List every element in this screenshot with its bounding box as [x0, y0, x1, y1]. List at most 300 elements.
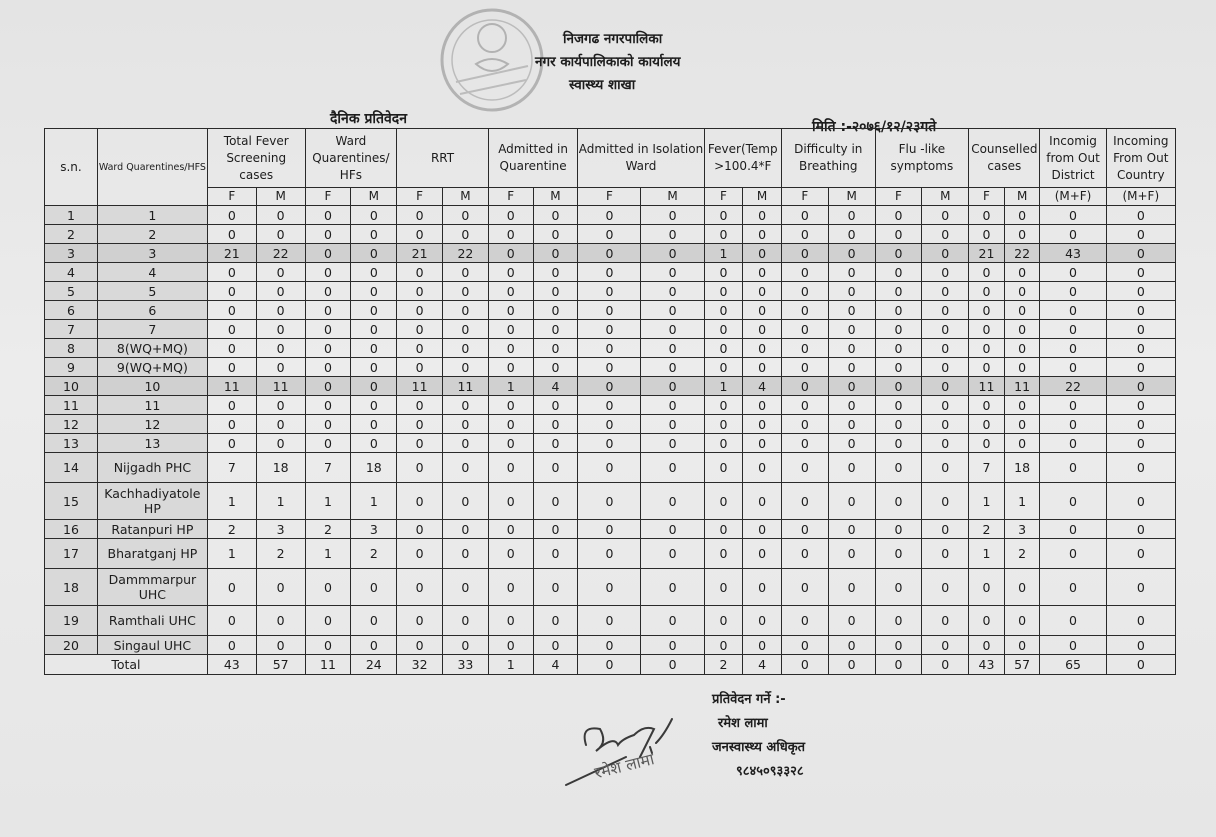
value-cell: 1 [207, 539, 256, 569]
value-cell: 0 [578, 415, 641, 434]
value-cell: 0 [704, 396, 743, 415]
value-cell: 0 [1004, 320, 1040, 339]
value-cell: 0 [875, 636, 922, 655]
value-cell: 0 [781, 282, 828, 301]
value-cell: 0 [1106, 282, 1175, 301]
value-cell: 1 [969, 483, 1005, 520]
subheader-cell: (M+F) [1106, 188, 1175, 206]
value-cell: 0 [922, 358, 969, 377]
value-cell: 0 [305, 358, 351, 377]
value-cell: 0 [533, 282, 578, 301]
sn-cell: 1 [45, 206, 98, 225]
value-cell: 0 [488, 569, 533, 606]
value-cell: 0 [828, 453, 875, 483]
subheader-cell: M [1004, 188, 1040, 206]
value-cell: 0 [781, 539, 828, 569]
subheader-cell: F [488, 188, 533, 206]
value-cell: 0 [875, 263, 922, 282]
value-cell: 11 [397, 377, 443, 396]
value-cell: 0 [828, 225, 875, 244]
value-cell: 43 [1040, 244, 1106, 263]
value-cell: 0 [256, 282, 305, 301]
value-cell: 0 [256, 358, 305, 377]
value-cell: 0 [641, 320, 704, 339]
value-cell: 0 [1106, 206, 1175, 225]
value-cell: 0 [397, 636, 443, 655]
value-cell: 7 [207, 453, 256, 483]
value-cell: 0 [305, 396, 351, 415]
col-header-ward: Ward Quarentines/HFS [97, 129, 207, 206]
value-cell: 0 [743, 520, 782, 539]
value-cell: 22 [1040, 377, 1106, 396]
value-cell: 0 [1040, 282, 1106, 301]
value-cell: 0 [875, 520, 922, 539]
value-cell: 0 [828, 434, 875, 453]
value-cell: 0 [875, 434, 922, 453]
value-cell: 0 [1106, 539, 1175, 569]
value-cell: 0 [875, 396, 922, 415]
value-cell: 0 [207, 225, 256, 244]
subheader-cell: F [207, 188, 256, 206]
value-cell: 1 [351, 483, 397, 520]
value-cell: 0 [397, 569, 443, 606]
value-cell: 0 [397, 206, 443, 225]
table-row [45, 606, 1176, 636]
value-cell: 0 [781, 320, 828, 339]
value-cell: 0 [828, 415, 875, 434]
value-cell: 0 [351, 434, 397, 453]
value-cell: 0 [1040, 206, 1106, 225]
value-cell: 0 [397, 358, 443, 377]
ward-cell: 6 [97, 301, 207, 320]
value-cell: 0 [875, 483, 922, 520]
value-cell: 0 [828, 396, 875, 415]
table-row [45, 415, 1176, 434]
value-cell: 0 [351, 225, 397, 244]
value-cell: 0 [641, 339, 704, 358]
value-cell: 21 [397, 244, 443, 263]
col-header-admitted-isolation: Admitted in Isolation Ward [578, 129, 704, 188]
value-cell: 0 [641, 263, 704, 282]
value-cell: 18 [351, 453, 397, 483]
value-cell: 0 [443, 520, 489, 539]
total-value-cell: 2 [704, 655, 743, 675]
total-value-cell: 0 [828, 655, 875, 675]
total-value-cell: 1 [488, 655, 533, 675]
value-cell: 0 [578, 636, 641, 655]
value-cell: 0 [704, 483, 743, 520]
value-cell: 0 [1106, 396, 1175, 415]
handwritten-signature [556, 705, 706, 795]
value-cell: 0 [207, 396, 256, 415]
value-cell: 0 [305, 415, 351, 434]
value-cell: 0 [704, 569, 743, 606]
sn-cell: 8 [45, 339, 98, 358]
table-row [45, 282, 1176, 301]
ward-cell: 2 [97, 225, 207, 244]
value-cell: 0 [1040, 606, 1106, 636]
value-cell: 0 [828, 636, 875, 655]
sn-cell: 14 [45, 453, 98, 483]
value-cell: 0 [1040, 358, 1106, 377]
table-row [45, 377, 1176, 396]
value-cell: 0 [781, 377, 828, 396]
value-cell: 0 [969, 415, 1005, 434]
table-row [45, 244, 1176, 263]
value-cell: 0 [875, 320, 922, 339]
value-cell: 0 [578, 301, 641, 320]
value-cell: 0 [488, 301, 533, 320]
table-row [45, 206, 1176, 225]
value-cell: 7 [305, 453, 351, 483]
value-cell: 0 [875, 453, 922, 483]
value-cell: 0 [1040, 415, 1106, 434]
value-cell: 3 [351, 520, 397, 539]
sn-cell: 15 [45, 483, 98, 520]
subheader-cell: M [743, 188, 782, 206]
value-cell: 0 [1040, 396, 1106, 415]
value-cell: 0 [443, 358, 489, 377]
value-cell: 0 [207, 263, 256, 282]
value-cell: 0 [488, 539, 533, 569]
value-cell: 0 [351, 244, 397, 263]
value-cell: 0 [256, 263, 305, 282]
ward-cell: 11 [97, 396, 207, 415]
value-cell: 0 [781, 606, 828, 636]
value-cell: 0 [875, 606, 922, 636]
value-cell: 0 [704, 606, 743, 636]
value-cell: 0 [305, 282, 351, 301]
table-row [45, 301, 1176, 320]
value-cell: 0 [641, 206, 704, 225]
total-value-cell: 4 [743, 655, 782, 675]
value-cell: 0 [922, 339, 969, 358]
value-cell: 0 [641, 377, 704, 396]
value-cell: 0 [1004, 358, 1040, 377]
value-cell: 0 [743, 636, 782, 655]
value-cell: 0 [207, 301, 256, 320]
value-cell: 0 [305, 225, 351, 244]
value-cell: 0 [743, 206, 782, 225]
value-cell: 0 [828, 606, 875, 636]
value-cell: 0 [533, 453, 578, 483]
value-cell: 0 [969, 434, 1005, 453]
value-cell: 0 [533, 358, 578, 377]
value-cell: 0 [256, 415, 305, 434]
value-cell: 7 [969, 453, 1005, 483]
value-cell: 0 [781, 339, 828, 358]
table-row [45, 263, 1176, 282]
value-cell: 0 [704, 263, 743, 282]
value-cell: 0 [1106, 606, 1175, 636]
value-cell: 0 [533, 320, 578, 339]
value-cell: 0 [533, 539, 578, 569]
value-cell: 0 [305, 434, 351, 453]
value-cell: 0 [875, 415, 922, 434]
report-date: मिति :-२०७६/१२/२३गते [812, 119, 937, 135]
value-cell: 0 [578, 282, 641, 301]
value-cell: 0 [256, 606, 305, 636]
value-cell: 0 [305, 569, 351, 606]
ward-cell: Kachhadiyatole HP [97, 483, 207, 520]
value-cell: 0 [488, 606, 533, 636]
value-cell: 0 [781, 569, 828, 606]
value-cell: 0 [743, 339, 782, 358]
value-cell: 0 [1004, 434, 1040, 453]
value-cell: 0 [922, 453, 969, 483]
value-cell: 0 [781, 483, 828, 520]
value-cell: 21 [207, 244, 256, 263]
value-cell: 0 [1040, 301, 1106, 320]
value-cell: 0 [488, 483, 533, 520]
sn-cell: 2 [45, 225, 98, 244]
office-seal-stamp [436, 4, 548, 116]
reporter-block [712, 688, 805, 784]
value-cell: 0 [1106, 434, 1175, 453]
value-cell: 0 [397, 434, 443, 453]
total-value-cell: 57 [256, 655, 305, 675]
table-row [45, 569, 1176, 606]
daily-report-table [44, 128, 1176, 675]
value-cell: 0 [351, 339, 397, 358]
handwritten-name-stamp: रमेश लामा [592, 749, 657, 783]
value-cell: 2 [207, 520, 256, 539]
value-cell: 0 [578, 453, 641, 483]
value-cell: 0 [351, 396, 397, 415]
value-cell: 0 [875, 339, 922, 358]
value-cell: 1 [1004, 483, 1040, 520]
table-row [45, 320, 1176, 339]
value-cell: 11 [256, 377, 305, 396]
table-row [45, 339, 1176, 358]
value-cell: 1 [704, 377, 743, 396]
value-cell: 0 [922, 396, 969, 415]
value-cell: 0 [305, 206, 351, 225]
value-cell: 0 [207, 282, 256, 301]
value-cell: 0 [743, 244, 782, 263]
value-cell: 0 [305, 320, 351, 339]
value-cell: 0 [533, 520, 578, 539]
value-cell: 0 [488, 206, 533, 225]
ward-cell: 3 [97, 244, 207, 263]
office-header [535, 28, 681, 97]
sn-cell: 9 [45, 358, 98, 377]
value-cell: 0 [533, 263, 578, 282]
value-cell: 1 [969, 539, 1005, 569]
value-cell: 1 [488, 377, 533, 396]
value-cell: 0 [828, 301, 875, 320]
value-cell: 0 [969, 206, 1005, 225]
value-cell: 0 [578, 244, 641, 263]
value-cell: 0 [578, 206, 641, 225]
value-cell: 0 [781, 206, 828, 225]
value-cell: 0 [704, 301, 743, 320]
value-cell: 0 [256, 320, 305, 339]
value-cell: 0 [1040, 483, 1106, 520]
value-cell: 0 [922, 636, 969, 655]
value-cell: 0 [1106, 320, 1175, 339]
value-cell: 0 [443, 606, 489, 636]
ward-cell: Bharatganj HP [97, 539, 207, 569]
total-value-cell: 0 [1106, 655, 1175, 675]
value-cell: 0 [828, 206, 875, 225]
sn-cell: 18 [45, 569, 98, 606]
value-cell: 0 [704, 358, 743, 377]
value-cell: 0 [1004, 301, 1040, 320]
value-cell: 0 [578, 434, 641, 453]
value-cell: 0 [875, 358, 922, 377]
sn-cell: 4 [45, 263, 98, 282]
subheader-cell: F [397, 188, 443, 206]
value-cell: 0 [743, 225, 782, 244]
reporter-phone: ९८४५०९३३२८ [736, 764, 804, 779]
table-body [45, 206, 1176, 675]
value-cell: 18 [256, 453, 305, 483]
value-cell: 18 [1004, 453, 1040, 483]
value-cell: 0 [1004, 606, 1040, 636]
value-cell: 0 [828, 320, 875, 339]
value-cell: 0 [828, 539, 875, 569]
value-cell: 0 [922, 520, 969, 539]
value-cell: 0 [781, 415, 828, 434]
value-cell: 0 [351, 206, 397, 225]
value-cell: 0 [578, 569, 641, 606]
value-cell: 2 [256, 539, 305, 569]
value-cell: 0 [1106, 244, 1175, 263]
value-cell: 0 [351, 282, 397, 301]
value-cell: 0 [533, 606, 578, 636]
value-cell: 0 [351, 301, 397, 320]
value-cell: 0 [828, 358, 875, 377]
subheader-cell: (M+F) [1040, 188, 1106, 206]
total-value-cell: 57 [1004, 655, 1040, 675]
col-header-incoming-district: Incomig from Out District [1040, 129, 1106, 188]
value-cell: 0 [969, 282, 1005, 301]
value-cell: 0 [443, 206, 489, 225]
value-cell: 0 [1004, 569, 1040, 606]
value-cell: 0 [704, 320, 743, 339]
value-cell: 0 [351, 606, 397, 636]
value-cell: 1 [305, 483, 351, 520]
total-value-cell: 0 [641, 655, 704, 675]
value-cell: 0 [488, 415, 533, 434]
section-name: स्वास्थ्य शाखा [569, 77, 636, 93]
value-cell: 0 [351, 358, 397, 377]
value-cell: 2 [1004, 539, 1040, 569]
value-cell: 0 [875, 301, 922, 320]
value-cell: 0 [922, 225, 969, 244]
value-cell: 2 [969, 520, 1005, 539]
table-row [45, 483, 1176, 520]
value-cell: 11 [443, 377, 489, 396]
value-cell: 0 [1004, 225, 1040, 244]
value-cell: 0 [969, 606, 1005, 636]
total-value-cell: 11 [305, 655, 351, 675]
value-cell: 0 [256, 301, 305, 320]
subheader-cell: F [875, 188, 922, 206]
sn-cell: 17 [45, 539, 98, 569]
ward-cell: Dammmarpur UHC [97, 569, 207, 606]
value-cell: 0 [875, 282, 922, 301]
total-value-cell: 0 [578, 655, 641, 675]
value-cell: 0 [781, 520, 828, 539]
value-cell: 0 [533, 339, 578, 358]
value-cell: 0 [641, 520, 704, 539]
value-cell: 0 [641, 358, 704, 377]
ward-cell: 12 [97, 415, 207, 434]
value-cell: 4 [533, 377, 578, 396]
value-cell: 0 [743, 569, 782, 606]
value-cell: 0 [397, 282, 443, 301]
table-row [45, 520, 1176, 539]
value-cell: 0 [443, 453, 489, 483]
sn-cell: 10 [45, 377, 98, 396]
value-cell: 0 [488, 244, 533, 263]
table-row [45, 434, 1176, 453]
value-cell: 0 [922, 244, 969, 263]
value-cell: 0 [443, 396, 489, 415]
subheader-cell: M [641, 188, 704, 206]
value-cell: 0 [704, 225, 743, 244]
value-cell: 0 [743, 606, 782, 636]
value-cell: 0 [351, 320, 397, 339]
value-cell: 0 [256, 339, 305, 358]
col-header-flu-like: Flu -like symptoms [875, 129, 969, 188]
subheader-cell: M [533, 188, 578, 206]
table-row [45, 225, 1176, 244]
value-cell: 22 [256, 244, 305, 263]
value-cell: 0 [922, 483, 969, 520]
value-cell: 0 [578, 320, 641, 339]
value-cell: 0 [969, 569, 1005, 606]
value-cell: 0 [641, 453, 704, 483]
total-value-cell: 0 [875, 655, 922, 675]
value-cell: 0 [351, 415, 397, 434]
value-cell: 0 [743, 320, 782, 339]
value-cell: 0 [578, 396, 641, 415]
value-cell: 0 [305, 339, 351, 358]
ward-cell: 1 [97, 206, 207, 225]
total-value-cell: 43 [969, 655, 1005, 675]
subheader-cell: F [781, 188, 828, 206]
ward-cell: Singaul UHC [97, 636, 207, 655]
value-cell: 0 [641, 539, 704, 569]
value-cell: 0 [1040, 539, 1106, 569]
value-cell: 0 [641, 606, 704, 636]
value-cell: 0 [305, 636, 351, 655]
value-cell: 0 [397, 225, 443, 244]
value-cell: 0 [443, 636, 489, 655]
value-cell: 0 [207, 320, 256, 339]
col-header-fever-temp: Fever(Temp >100.4*F [704, 129, 781, 188]
value-cell: 0 [443, 434, 489, 453]
value-cell: 0 [256, 206, 305, 225]
value-cell: 0 [1040, 520, 1106, 539]
value-cell: 22 [1004, 244, 1040, 263]
value-cell: 0 [578, 483, 641, 520]
value-cell: 0 [641, 483, 704, 520]
value-cell: 0 [641, 244, 704, 263]
value-cell: 0 [207, 415, 256, 434]
value-cell: 0 [875, 244, 922, 263]
value-cell: 0 [533, 301, 578, 320]
value-cell: 0 [743, 396, 782, 415]
value-cell: 2 [351, 539, 397, 569]
value-cell: 0 [578, 358, 641, 377]
value-cell: 0 [641, 415, 704, 434]
value-cell: 0 [443, 339, 489, 358]
value-cell: 0 [1040, 320, 1106, 339]
